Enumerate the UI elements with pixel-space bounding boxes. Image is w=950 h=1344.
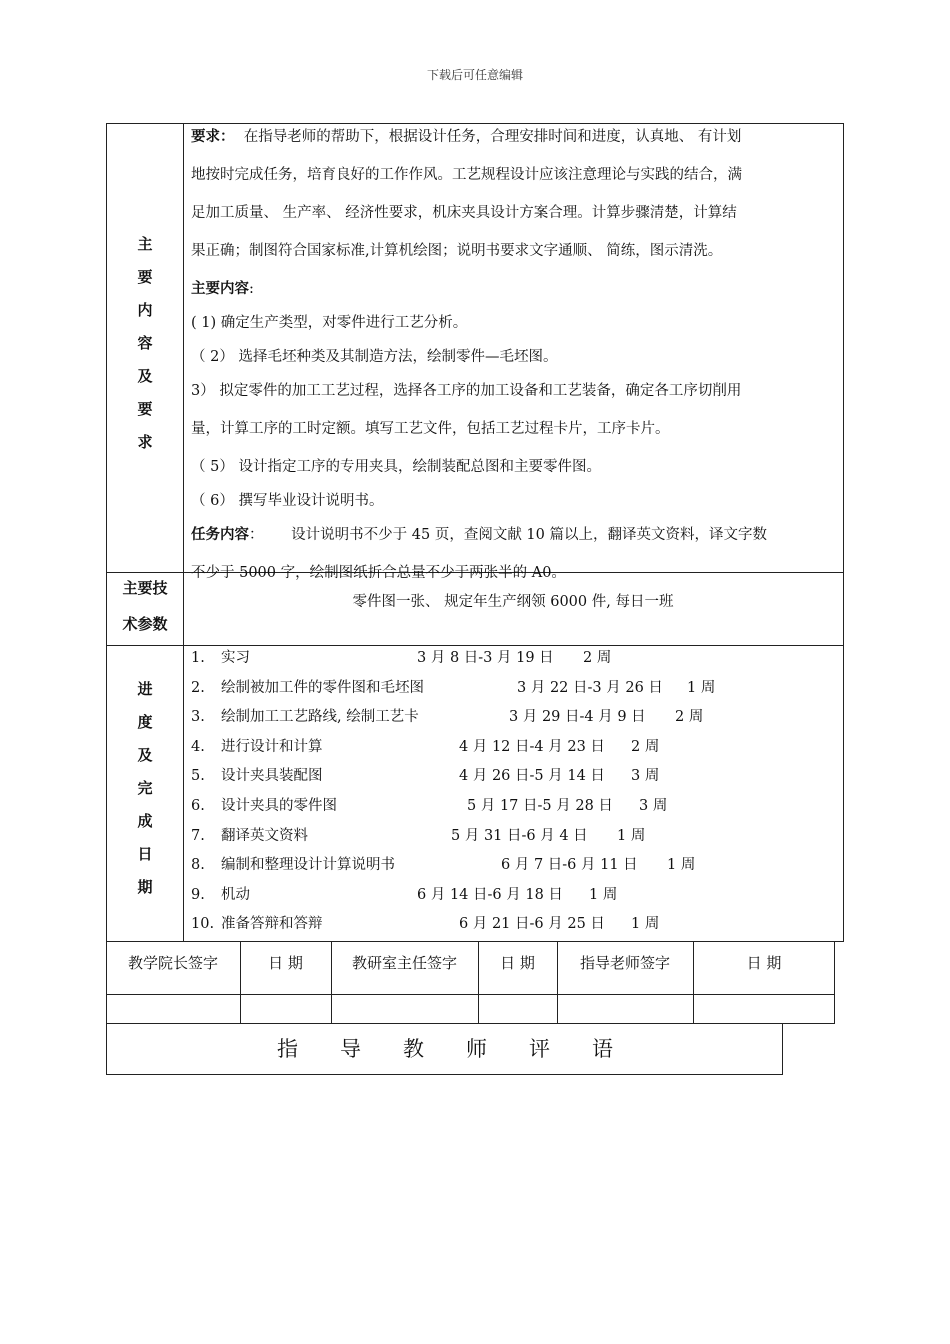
schedule-task: 绘制被加工件的零件图和毛坯图 [221, 679, 424, 696]
task-line: 不少于 5000 字，绘制图纸折合总量不少于两张半的 A0。 [191, 565, 566, 581]
schedule-duration: 1 周 [687, 679, 716, 696]
schedule-dates: 5 月 31 日-6 月 4 日 [451, 827, 588, 844]
schedule-dates: 3 月 8 日-3 月 19 日 [417, 650, 554, 666]
schedule-duration: 1 周 [631, 916, 660, 933]
label-char: 期 [137, 878, 153, 896]
date-label: 日 期 [500, 954, 535, 972]
schedule-row [191, 881, 841, 911]
label-char: 要 [137, 400, 153, 418]
schedule-num: 3. [191, 709, 205, 726]
schedule-dates: 3 月 29 日-4 月 9 日 [509, 709, 646, 726]
schedule-task: 实习 [221, 650, 250, 666]
schedule-task: 机动 [221, 886, 250, 903]
label-char: 及 [137, 367, 153, 385]
requirements-line: 果正确；制图符合国家标准,计算机绘图；说明书要求文字通顺、 简练，图示清洗。 [191, 243, 723, 259]
schedule-num: 5. [191, 768, 205, 785]
schedule-label [108, 673, 182, 904]
label-char: 主 [137, 235, 153, 253]
content-line: （ 6） 撰写毕业设计说明书。 [191, 493, 384, 509]
content-title: 主要内容 [191, 280, 249, 297]
schedule-dates: 5 月 17 日-5 月 28 日 [467, 797, 613, 814]
main-content-label [108, 228, 182, 459]
schedule-row [191, 792, 841, 822]
label-char: 成 [137, 812, 153, 830]
schedule-row [191, 674, 841, 704]
task-title: 任务内容 [191, 526, 249, 543]
content-line: 量，计算工序的工时定额。填写工艺文件，包括工艺过程卡片，工序卡片。 [191, 421, 670, 437]
schedule-task: 编制和整理设计计算说明书 [221, 857, 395, 874]
schedule-num: 8. [191, 857, 205, 874]
label-char: 要 [137, 268, 153, 286]
schedule-duration: 1 周 [617, 827, 646, 844]
schedule-duration: 2 周 [675, 709, 704, 726]
date-label: 日 期 [268, 954, 303, 972]
label-char: 内 [137, 301, 153, 319]
schedule-dates: 6 月 21 日-6 月 25 日 [459, 916, 605, 933]
tech-params-label [108, 570, 182, 642]
schedule-num: 7. [191, 827, 205, 844]
date-label: 日 期 [746, 954, 782, 972]
schedule-row [191, 910, 841, 940]
schedule-duration: 2 周 [631, 738, 660, 755]
schedule-dates: 4 月 26 日-5 月 14 日 [459, 768, 605, 785]
schedule-row [191, 851, 841, 881]
schedule-dates: 6 月 14 日-6 月 18 日 [417, 886, 563, 903]
schedule-duration: 3 周 [639, 797, 668, 814]
label-char: 日 [137, 845, 153, 863]
tech-params-value: 零件图一张、 规定年生产纲领 6000 件, 每日一班 [352, 594, 674, 610]
requirements-line [191, 122, 841, 160]
label-char: 进 [137, 680, 153, 698]
content-line: ( 1) 确定生产类型，对零件进行工艺分析。 [191, 315, 468, 331]
schedule-task: 设计夹具的零件图 [221, 797, 337, 814]
content-heading [191, 274, 841, 308]
content-line: 3） 拟定零件的加工工艺过程，选择各工序的加工设备和工艺装备，确定各工序切削用 [191, 383, 742, 399]
schedule-task: 设计夹具装配图 [221, 768, 323, 785]
schedule-dates: 6 月 7 日-6 月 11 日 [501, 857, 638, 874]
label-char: 完 [137, 779, 153, 797]
director-signature-label: 教研室主任签字 [351, 954, 457, 972]
label-char: 求 [137, 433, 153, 451]
advisor-signature-label: 指导老师签字 [579, 954, 670, 972]
schedule-dates: 4 月 12 日-4 月 23 日 [459, 738, 605, 755]
schedule-list [191, 644, 841, 940]
label-char: 度 [137, 713, 153, 731]
schedule-num: 9. [191, 886, 205, 903]
requirements-text: 在指导老师的帮助下，根据设计任务，合理安排时间和进度，认真地、 有计划 [243, 129, 742, 145]
schedule-task: 翻译英文资料 [221, 827, 308, 844]
label-column-divider [183, 123, 184, 942]
requirements-line: 足加工质量、 生产率、 经济性要求，机床夹具设计方案合理。计算步骤清楚，计算结 [191, 205, 737, 221]
dean-signature-label: 教学院长签字 [127, 954, 218, 972]
schedule-task: 进行设计和计算 [221, 738, 323, 755]
schedule-num: 1. [191, 650, 205, 666]
schedule-num: 2. [191, 679, 205, 696]
tech-label-line: 主要技 [122, 579, 168, 597]
schedule-num: 10. [191, 916, 215, 933]
schedule-row [191, 822, 841, 852]
schedule-duration: 3 周 [631, 768, 660, 785]
content-line: （ 5） 设计指定工序的专用夹具，绘制装配总图和主要零件图。 [191, 459, 601, 475]
schedule-row [191, 762, 841, 792]
content-title-suffix: : [249, 281, 254, 297]
tech-label-line: 术参数 [122, 615, 168, 633]
label-char: 及 [137, 746, 153, 764]
header-note: 下载后可任意编辑 [426, 68, 523, 82]
requirements-line: 地按时完成任务，培育良好的工作作风。工艺规程设计应该注意理论与实践的结合，满 [191, 167, 742, 183]
schedule-num: 6. [191, 797, 205, 814]
schedule-row [191, 733, 841, 763]
schedule-dates: 3 月 22 日-3 月 26 日 [517, 679, 663, 696]
schedule-duration: 1 周 [667, 857, 696, 874]
schedule-row [191, 703, 841, 733]
task-text: ： 设计说明书不少于 45 页，查阅文献 10 篇以上，翻译英文资料，译文字数 [249, 527, 767, 543]
task-line [191, 520, 841, 558]
main-content [191, 122, 841, 596]
schedule-duration: 1 周 [589, 886, 618, 903]
content-line: （ 2） 选择毛坯种类及其制造方法，绘制零件—毛坯图。 [191, 349, 558, 365]
schedule-row [191, 644, 841, 674]
schedule-num: 4. [191, 738, 205, 755]
schedule-duration: 2 周 [583, 650, 612, 666]
schedule-task: 绘制加工工艺路线, 绘制工艺卡 [221, 709, 419, 726]
advisor-comment-title: 指 导 教 师 评 语 [277, 1037, 613, 1061]
requirements-title: 要求： [191, 128, 235, 145]
schedule-task: 准备答辩和答辩 [221, 916, 323, 933]
label-char: 容 [137, 334, 153, 352]
